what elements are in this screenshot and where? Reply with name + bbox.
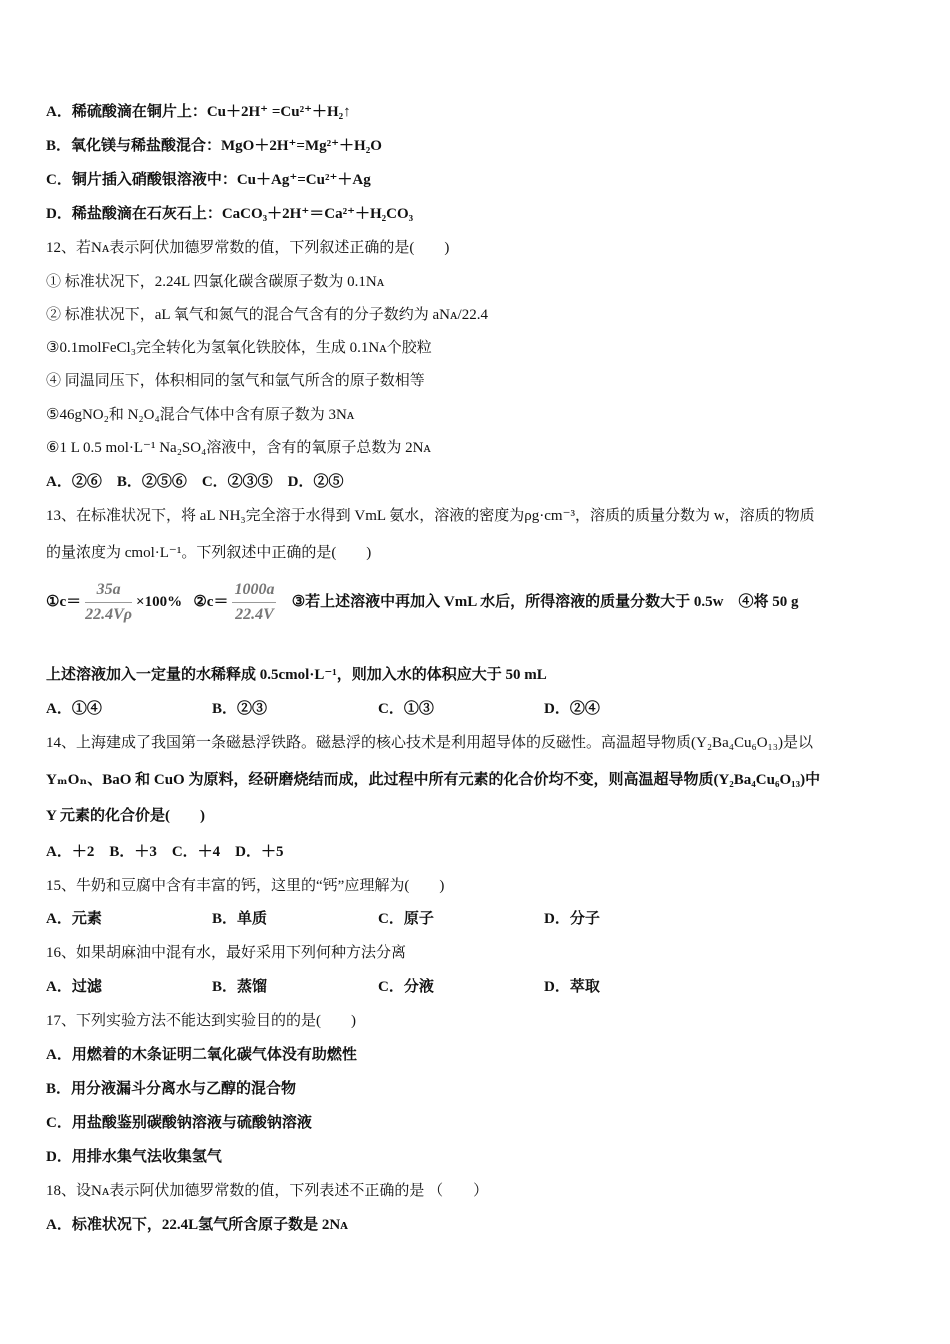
fraction-2-denominator: 22.4V	[235, 606, 274, 623]
q13-s2-prefix: ②c＝	[193, 593, 229, 610]
q13-s1-suffix: ×100%	[136, 593, 183, 610]
q12-stem: 12、若Nᴀ表示阿伏加德罗常数的值，下列叙述正确的是( )	[46, 240, 450, 256]
q13-option-d: D．②④	[544, 701, 600, 717]
q16-stem: 16、如果胡麻油中混有水，最好采用下列何种方法分离	[46, 945, 407, 961]
q17-option-c: C．用盐酸鉴别碳酸钠溶液与硫酸钠溶液	[46, 1115, 312, 1131]
fraction-1-denominator: 22.4Vρ	[85, 606, 133, 623]
q14-line1: 14、上海建成了我国第一条磁悬浮铁路。磁悬浮的核心技术是利用超导体的反磁性。高温超导物质(Y₂Ba₄Cu₆O₁₃)是以	[46, 735, 813, 751]
q14-line3: Y 元素的化合价是( )	[46, 808, 206, 824]
q15-option-c: C．原子	[378, 911, 434, 927]
q15-option-b: B．单质	[212, 911, 268, 927]
q16-option-c: C．分液	[378, 979, 434, 995]
q18-option-a: A．标准状况下，22.4L氢气所含原子数是 2Nᴀ	[46, 1217, 348, 1233]
q11-option-d: D．稀盐酸滴在石灰石上：CaCO₃＋2H⁺＝Ca²⁺＋H₂CO₃	[46, 206, 414, 222]
q16-option-b: B．蒸馏	[212, 979, 268, 995]
q14-options: A．＋2 B．＋3 C．＋4 D．＋5	[46, 844, 284, 860]
q14-line2: YₘOₙ、BaO 和 CuO 为原料，经研磨烧结而成，此过程中所有元素的化合价均不变，则高温超导物质(Y₂Ba₄Cu₆O₁₃)中	[46, 772, 821, 788]
q12-statement: ③0.1molFeCl₃完全转化为氢氧化铁胶体，生成 0.1Nᴀ个胶粒	[46, 340, 432, 356]
q13-stem-line1: 13、在标准状况下，将 aL NH₃完全溶于水得到 VmL 氨水，溶液的密度为ρg·cm⁻³，溶质的质量分数为 w，溶质的物质	[46, 508, 815, 524]
q17-option-d: D．用排水集气法收集氢气	[46, 1149, 222, 1165]
q12-statement: ⑤46gNO₂和 N₂O₄混合气体中含有原子数为 3Nᴀ	[46, 407, 355, 423]
q15-option-d: D．分子	[544, 911, 600, 927]
q11-option-a: A．稀硫酸滴在铜片上：Cu＋2H⁺ =Cu²⁺＋H₂↑	[46, 104, 351, 120]
q13-option-c: C．①③	[378, 701, 434, 717]
q16-options	[46, 977, 600, 997]
q12-statement: ① 标准状况下，2.24L 四氯化碳含碳原子数为 0.1Nᴀ	[46, 274, 385, 290]
q16-option-d: D．萃取	[544, 979, 600, 995]
q15-stem: 15、牛奶和豆腐中含有丰富的钙，这里的“钙”应理解为( )	[46, 878, 445, 894]
q15-option-a: A．元素	[46, 911, 102, 927]
q11-option-b: B．氧化镁与稀盐酸混合：MgO＋2H⁺=Mg²⁺＋H₂O	[46, 138, 382, 154]
q12-statement: ④ 同温同压下，体积相同的氢气和氩气所含的原子数相等	[46, 373, 425, 389]
q12-statement: ② 标准状况下，aL 氧气和氮气的混合气含有的分子数约为 aNᴀ/22.4	[46, 307, 488, 323]
q12-statement: ⑥1 L 0.5 mol·L⁻¹ Na₂SO₄溶液中，含有的氧原子总数为 2Nᴀ	[46, 440, 431, 456]
q16-option-a: A．过滤	[46, 979, 102, 995]
q13-option-a: A．①④	[46, 701, 102, 717]
q17-stem: 17、下列实验方法不能达到实验目的的是( )	[46, 1013, 356, 1029]
q13-s1-prefix: ①c＝	[46, 593, 82, 610]
q17-option-a: A．用燃着的木条证明二氧化碳气体没有助燃性	[46, 1047, 357, 1063]
fraction-1	[85, 580, 132, 625]
q13-options	[46, 699, 600, 719]
q13-statements	[46, 580, 799, 625]
q13-stem-line2: 的量浓度为 cmol·L⁻¹。下列叙述中正确的是( )	[46, 545, 372, 561]
q18-stem: 18、设Nᴀ表示阿伏加德罗常数的值，下列表述不正确的是 （ ）	[46, 1183, 489, 1199]
q13-option-b: B．②③	[212, 701, 268, 717]
q11-option-c: C．铜片插入硝酸银溶液中：Cu＋Ag⁺=Cu²⁺＋Ag	[46, 172, 371, 188]
q15-options	[46, 909, 600, 929]
q17-option-b: B．用分液漏斗分离水与乙醇的混合物	[46, 1081, 297, 1097]
fraction-1-numerator: 35a	[85, 580, 132, 603]
q13-s4: 上述溶液加入一定量的水稀释成 0.5cmol·L⁻¹，则加入水的体积应大于 50 mL	[46, 667, 547, 683]
fraction-2-numerator: 1000a	[232, 580, 276, 603]
q12-options: A．②⑥ B．②⑤⑥ C．②③⑤ D．②⑤	[46, 474, 344, 490]
fraction-2	[232, 580, 276, 625]
q13-s3: ③若上述溶液中再加入 VmL 水后，所得溶液的质量分数大于 0.5w ④将 50 g	[291, 593, 799, 610]
